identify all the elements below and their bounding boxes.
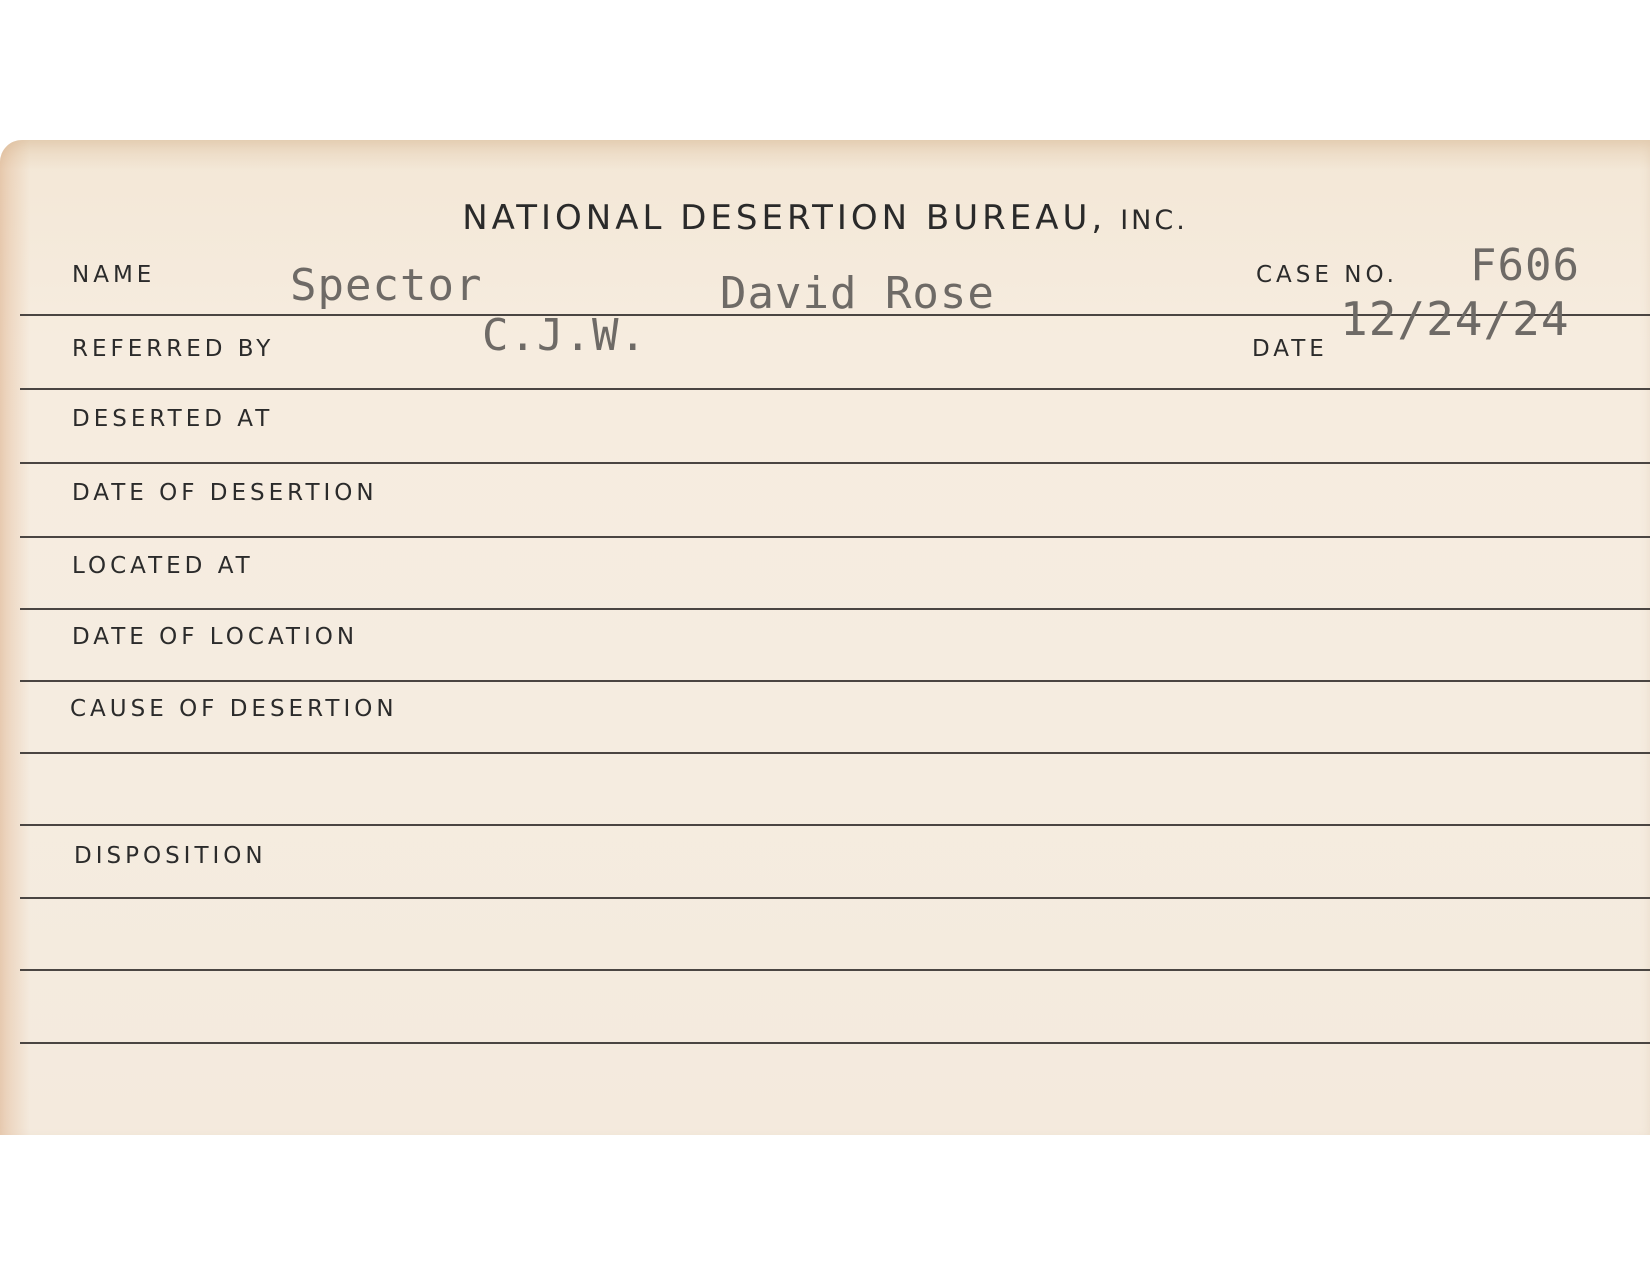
referred-by-value: C.J.W. [482,310,647,361]
deserted-at-rule [20,462,1650,464]
referred-by-label: REFERRED BY [72,336,275,362]
blank-rule-3 [20,1042,1650,1044]
bureau-suffix: INC. [1120,205,1188,236]
disposition-label: DISPOSITION [74,843,267,869]
case-no-value: F606 [1470,240,1580,291]
date-label: DATE [1252,336,1328,362]
cause-of-desertion-rule [20,752,1650,754]
blank-rule-2 [20,969,1650,971]
located-at-label: LOCATED AT [72,553,254,579]
cause-of-desertion-label: CAUSE OF DESERTION [70,696,398,722]
date-of-location-label: DATE OF LOCATION [72,624,359,650]
given-names-value: David Rose [720,268,995,319]
blank-rule-1 [20,824,1650,826]
case-no-label: CASE NO. [1256,262,1398,288]
referred-rule [20,388,1650,390]
date-of-desertion-label: DATE OF DESERTION [72,480,378,506]
card-header [0,198,1650,238]
index-card [0,140,1650,1135]
surname-value: Spector [290,260,483,311]
name-label: NAME [72,262,156,288]
date-of-desertion-rule [20,536,1650,538]
date-value: 12/24/24 [1340,292,1570,346]
located-at-rule [20,608,1650,610]
disposition-rule [20,897,1650,899]
date-of-location-rule [20,680,1650,682]
deserted-at-label: DESERTED AT [72,406,274,432]
bureau-title: NATIONAL DESERTION BUREAU, [462,198,1107,238]
